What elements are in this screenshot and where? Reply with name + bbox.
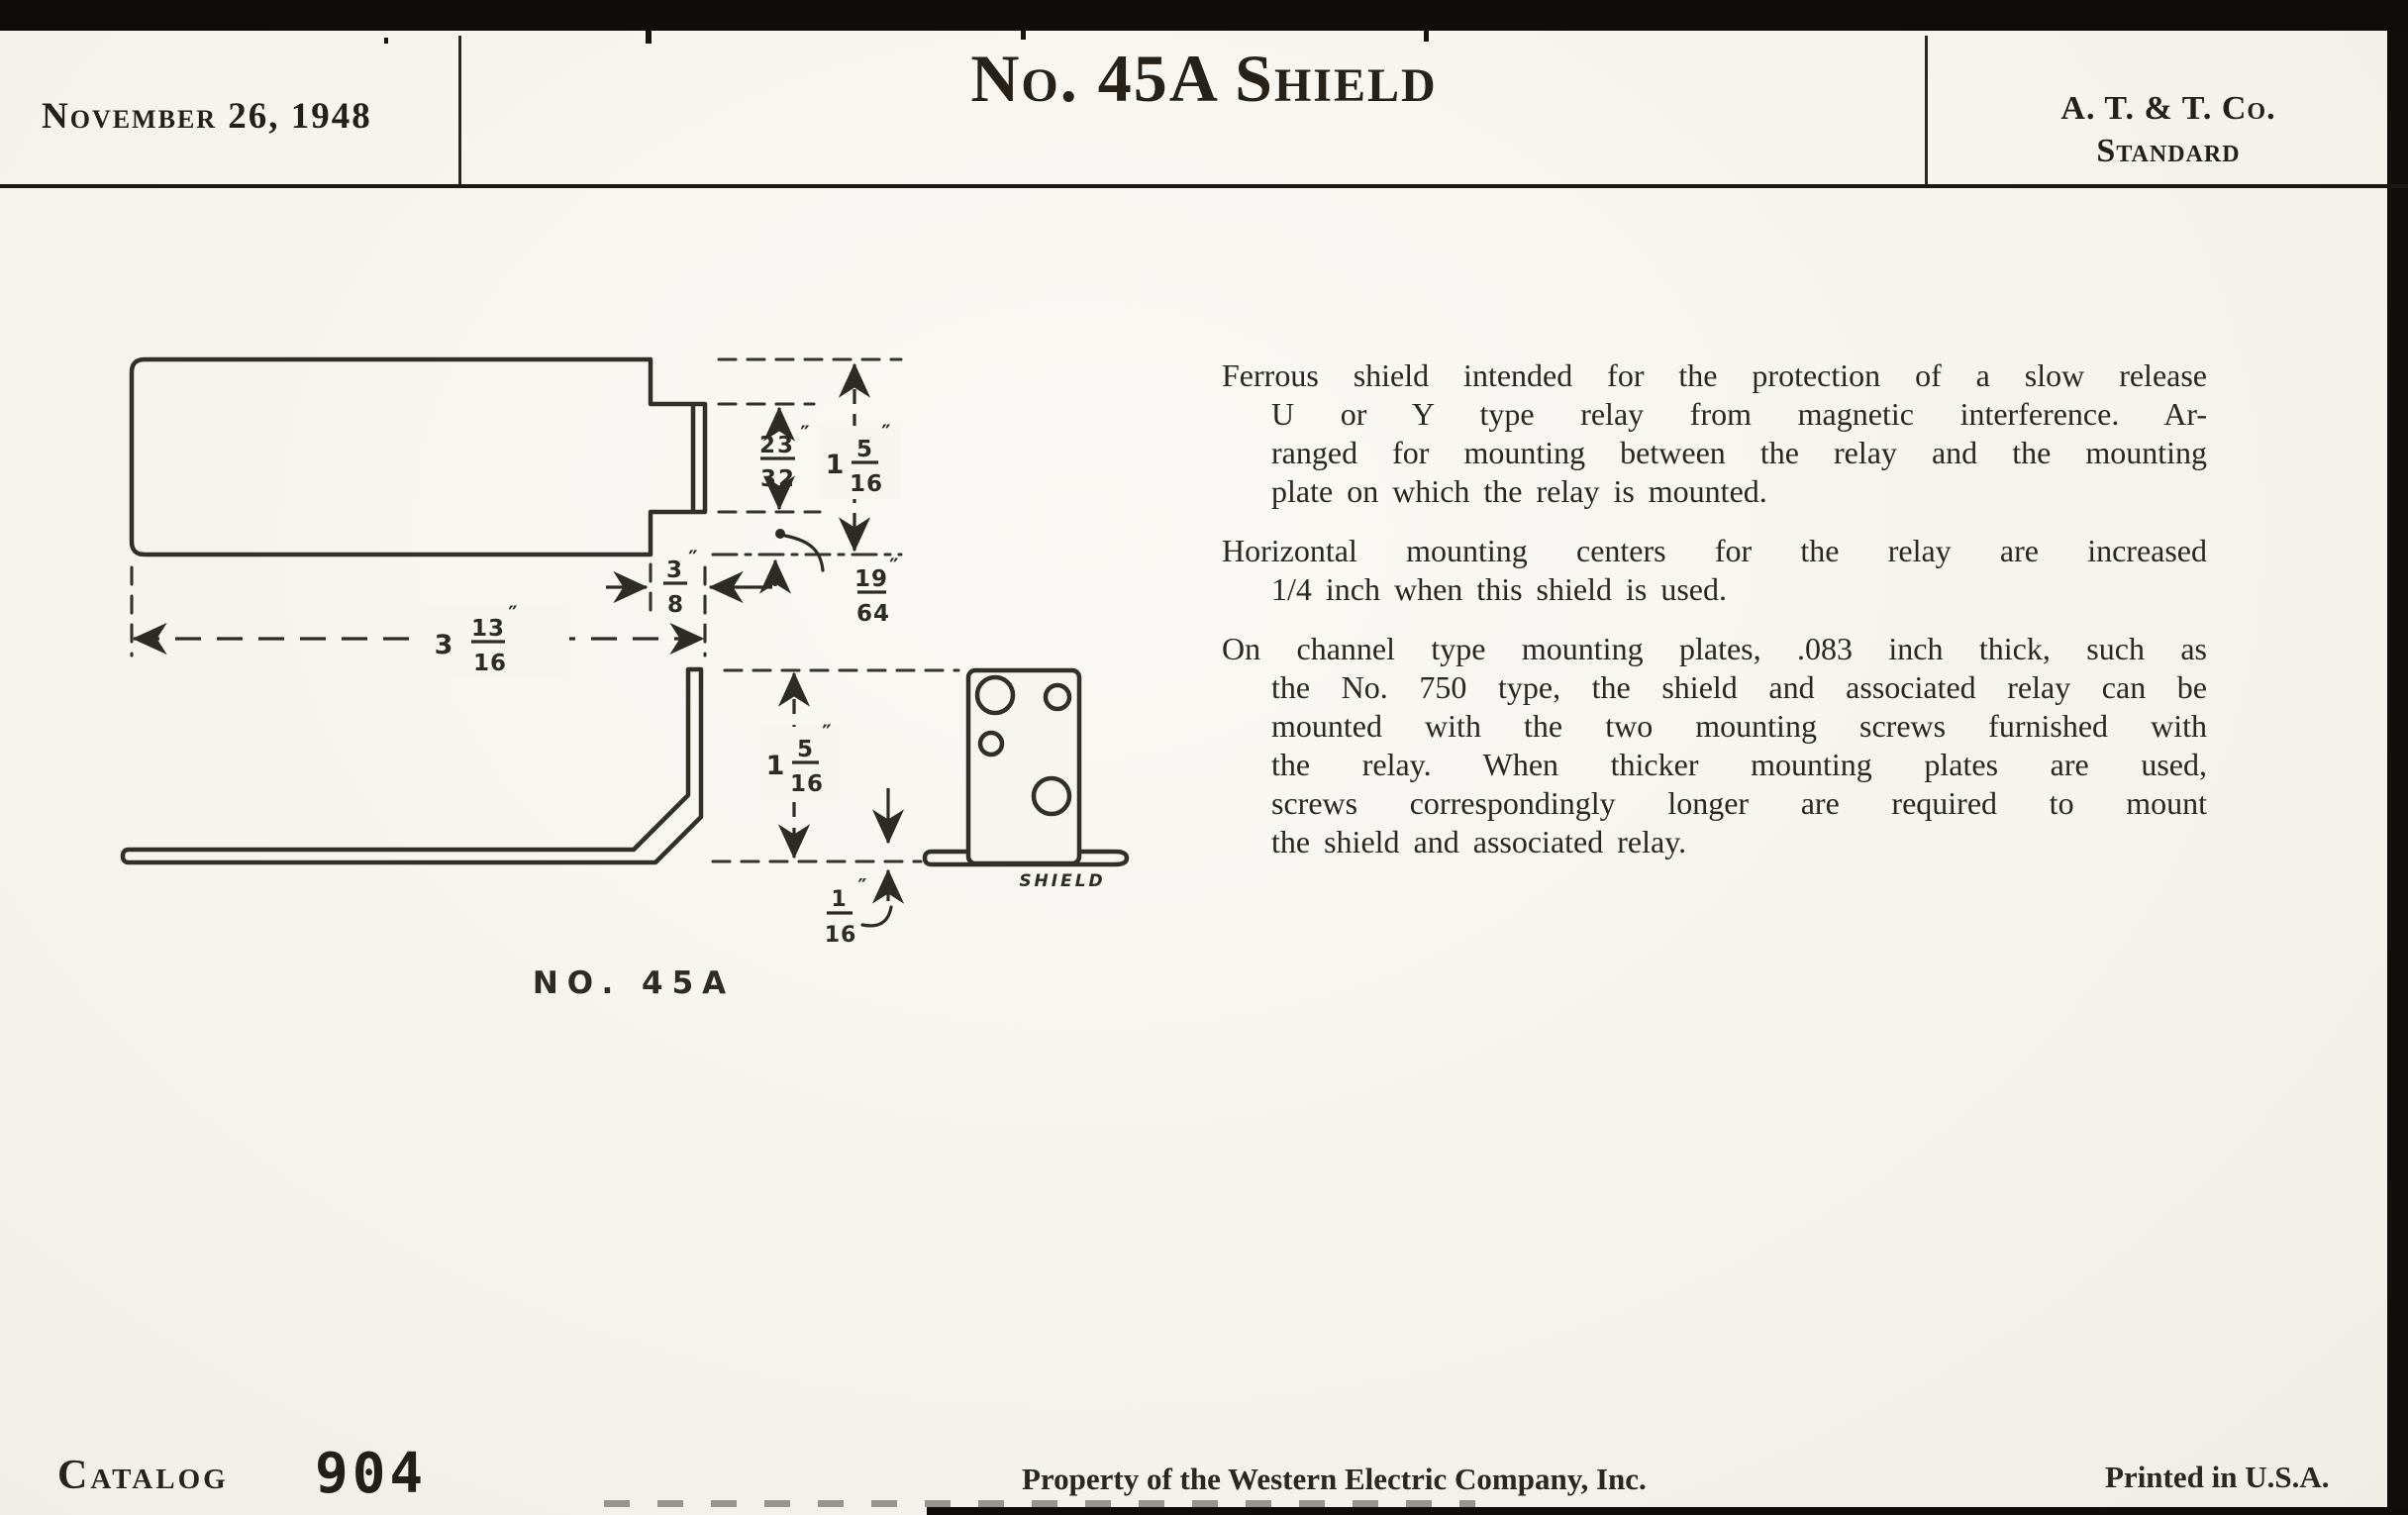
part-label: SHIELD bbox=[1019, 871, 1106, 891]
text-line: U or Y type relay from magnetic interference. Ar- bbox=[1271, 396, 2207, 432]
dim-edge-offset-unit: ″ bbox=[889, 555, 899, 578]
text-line: ranged for mounting between the relay and the mounting bbox=[1271, 435, 2207, 470]
text-line: Ferrous shield intended for the protection of a slow release bbox=[1222, 357, 2207, 393]
header-rule bbox=[0, 184, 2408, 188]
scan-mark bbox=[1021, 31, 1026, 40]
dim-tab-width-num: 3 bbox=[665, 557, 683, 583]
description-column bbox=[1222, 356, 2207, 882]
issue-date: November 26, 1948 bbox=[42, 96, 372, 137]
scan-bleed-through bbox=[604, 1500, 1475, 1507]
dim-flange-height-num: 5 bbox=[796, 737, 814, 762]
text-line: Horizontal mounting centers for the relay are increased bbox=[1222, 533, 2207, 568]
org-line2: Standard bbox=[2096, 133, 2241, 169]
dim-overall-width-whole: 3 bbox=[434, 630, 453, 660]
shield-front-view-body bbox=[968, 670, 1079, 863]
dim-tab-width-unit: ″ bbox=[688, 547, 698, 570]
dim-shield-depth-num: 5 bbox=[855, 437, 873, 462]
text-line: mounted with the two mounting screws furnished with bbox=[1271, 708, 2207, 744]
printed-note: Printed in U.S.A. bbox=[2105, 1460, 2330, 1494]
text-line: the shield and associated relay. bbox=[1271, 824, 1687, 859]
shield-top-view-outline bbox=[132, 359, 705, 555]
dim-overall-width-num: 13 bbox=[470, 616, 506, 642]
text-line: the No. 750 type, the shield and associated relay can be bbox=[1271, 669, 2207, 705]
page-title: No. 45A Shield bbox=[970, 41, 1438, 116]
text-line: the relay. When thicker mounting plates are used, bbox=[1271, 747, 2207, 782]
dim-tab-depth-num: 23 bbox=[758, 433, 796, 458]
paragraph-mounting-centers bbox=[1222, 532, 2207, 609]
scan-right-edge bbox=[2387, 31, 2408, 1515]
dim-thickness-den: 16 bbox=[824, 923, 857, 948]
text-line: plate on which the relay is mounted. bbox=[1271, 473, 1767, 509]
technical-drawing bbox=[79, 327, 1188, 1020]
dim-thickness-unit: ″ bbox=[857, 874, 867, 898]
text-line: On channel type mounting plates, .083 inch thick, such as bbox=[1222, 631, 2207, 666]
scan-bottom-edge bbox=[927, 1507, 2408, 1515]
leader-dot bbox=[775, 529, 785, 539]
catalog-number: 904 bbox=[315, 1442, 428, 1506]
dim-tab-width-den: 8 bbox=[666, 592, 684, 618]
drawing-caption: NO. 45A bbox=[532, 965, 736, 1001]
dim-shield-depth-whole: 1 bbox=[825, 450, 845, 480]
org-line1: A. T. & T. Co. bbox=[2060, 90, 2276, 127]
dim-edge-offset-num: 19 bbox=[853, 566, 889, 592]
dim-thickness-num: 1 bbox=[831, 887, 847, 912]
dim-flange-height-whole: 1 bbox=[765, 751, 785, 781]
dim-shield-depth-unit: ″ bbox=[881, 421, 891, 445]
dim-overall-width-den: 16 bbox=[472, 651, 508, 676]
dim-overall-width-unit: ″ bbox=[508, 602, 518, 626]
dim-tab-depth-unit: ″ bbox=[800, 422, 810, 446]
dim-flange-height-unit: ″ bbox=[822, 721, 832, 745]
scan-top-edge bbox=[0, 0, 2408, 31]
dim-flange-height-den: 16 bbox=[789, 771, 825, 797]
leader-line bbox=[785, 536, 823, 570]
shield-side-view-profile bbox=[123, 669, 701, 862]
dim-shield-depth-den: 16 bbox=[849, 471, 884, 497]
paragraph-channel-plates bbox=[1222, 630, 2207, 861]
dim-tab-depth-den: 32 bbox=[759, 466, 797, 492]
leader-line bbox=[862, 907, 891, 926]
text-line: screws correspondingly longer are required to mount bbox=[1271, 785, 2207, 821]
catalog-label: Catalog bbox=[57, 1453, 229, 1498]
text-line: 1/4 inch when this shield is used. bbox=[1271, 571, 1727, 607]
dim-edge-offset-den: 64 bbox=[855, 601, 891, 627]
paragraph-ferrous-shield bbox=[1222, 356, 2207, 511]
org-standard bbox=[2020, 87, 2317, 172]
property-note: Property of the Western Electric Company, Inc. bbox=[1022, 1462, 1647, 1496]
